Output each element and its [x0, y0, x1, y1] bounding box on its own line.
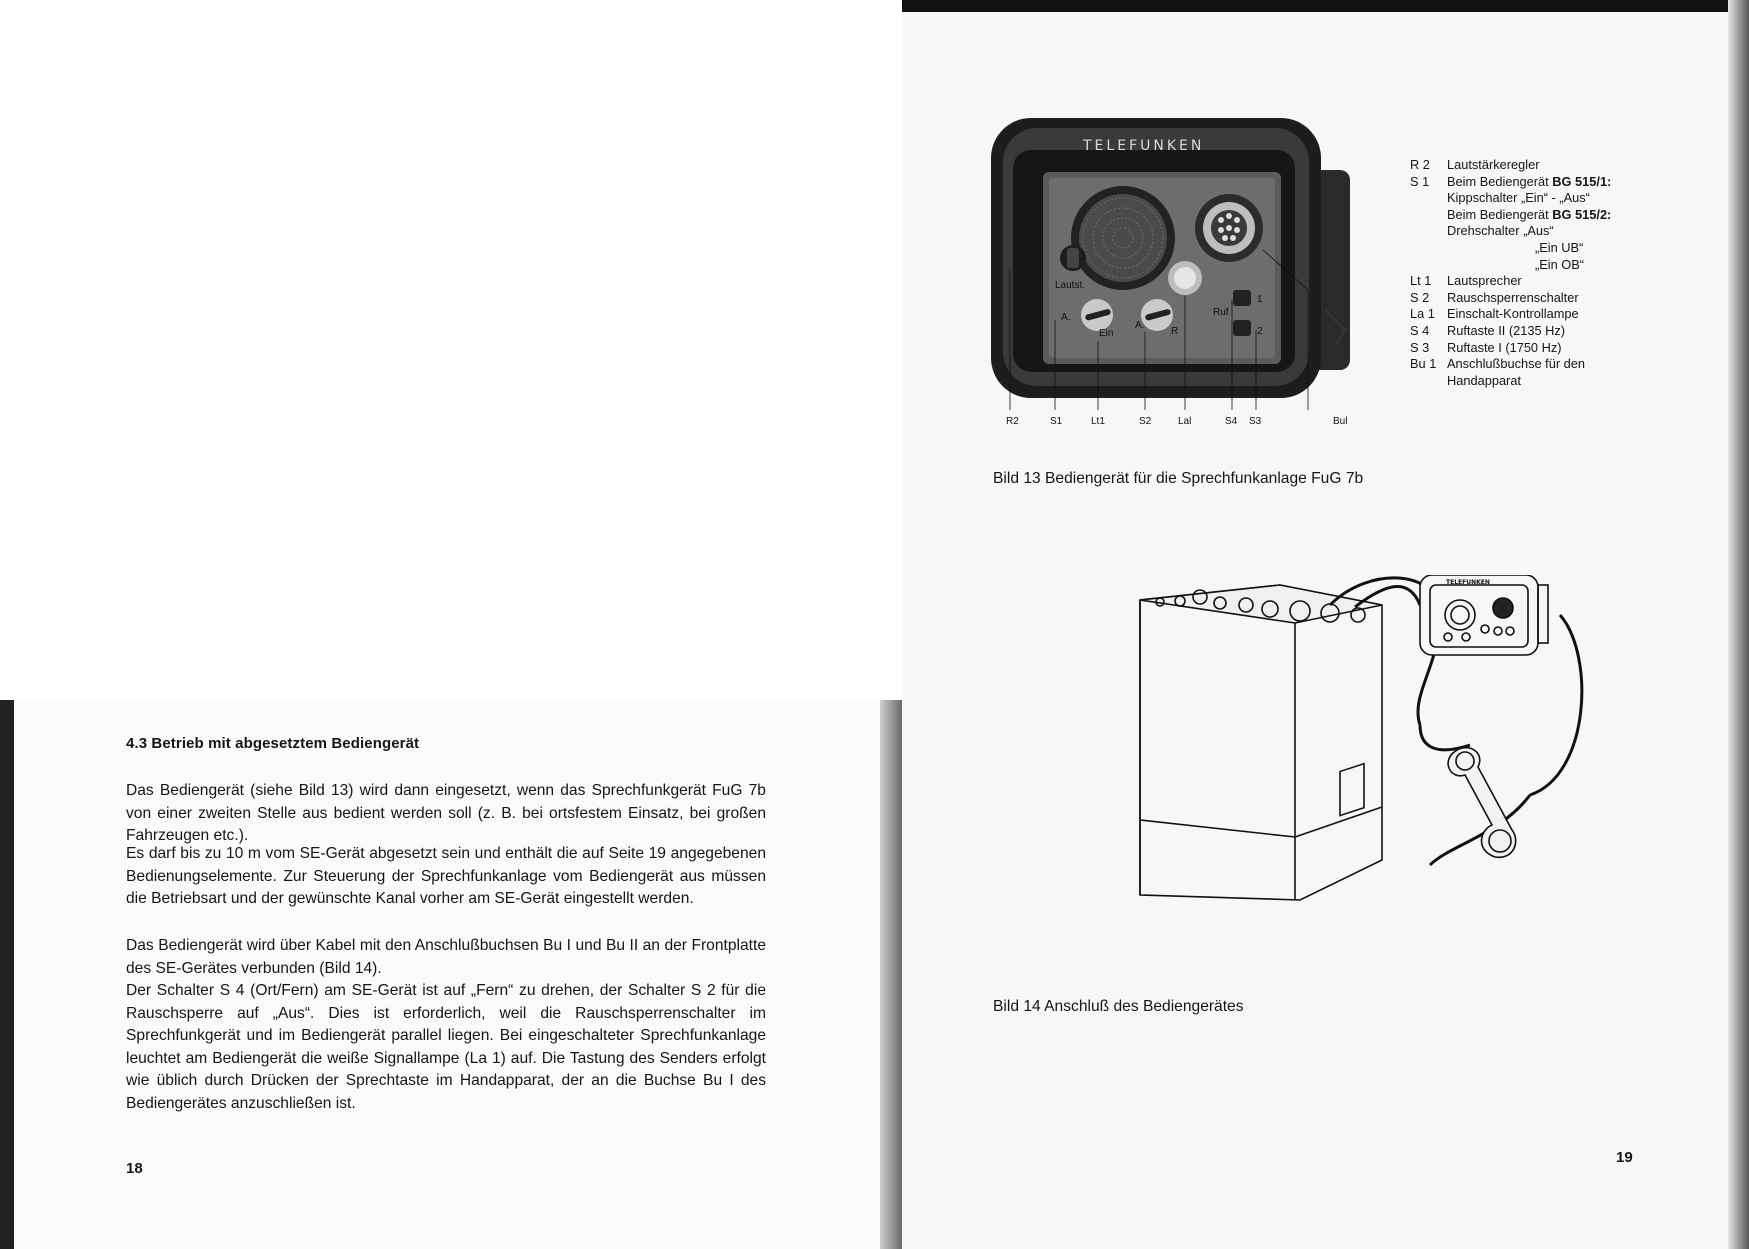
- callout-label: S4: [1225, 416, 1238, 427]
- blank-area: [0, 0, 910, 702]
- panel-label: Ruf: [1213, 307, 1229, 318]
- panel-label: A.: [1135, 320, 1145, 331]
- brand-logo: TELEFUNKEN: [1083, 138, 1205, 154]
- callout-label: Lt1: [1091, 416, 1105, 427]
- figure-caption: Bild 13 Bediengerät für die Sprechfunkanlage FuG 7b: [993, 470, 1364, 487]
- legend-row: „Ein UB“ „Ein OB“: [1535, 239, 1585, 272]
- legend-row: S 3 Ruftaste I (1750 Hz): [1410, 339, 1562, 355]
- call-button-s4-icon: [1233, 290, 1251, 306]
- callout-label: R2: [1006, 416, 1019, 427]
- legend-row: S 1 Beim Bediengerät BG 515/1: Kippschalter „Ein“ - „Aus“ Beim Bediengerät BG 515/2: Drehschalter „Aus“: [1410, 173, 1612, 239]
- top-shadow: [902, 0, 1749, 12]
- callout-label: S1: [1050, 416, 1063, 427]
- panel-label: 2: [1257, 326, 1263, 337]
- callout-label: Bul: [1333, 416, 1348, 427]
- figure-caption: Bild 14 Anschluß des Bediengerätes: [993, 998, 1244, 1015]
- small-brand-logo: TELEFUNKEN: [1446, 579, 1490, 586]
- legend-row: Bu 1 Anschlußbuchse für den Handapparat: [1410, 356, 1586, 388]
- page-number-right: 19: [1616, 1149, 1633, 1166]
- panel-label: A.: [1061, 312, 1071, 323]
- legend-row: Lt 1 Lautsprecher: [1410, 273, 1522, 289]
- connection-setup-illustration: [1120, 575, 1620, 935]
- legend-row: R 2 Lautstärkeregler: [1410, 157, 1540, 172]
- paragraph: Es darf bis zu 10 m vom SE-Gerät abgesetzt sein und enthält die auf Seite 19 angegebenen Bedienungselemente. Zur Steuerung der Sprechfunkanlage vom Bediengerät aus müssen die Betriebsart und der gewünschte Kanal vorher am SE-Gerät eingestellt werden.: [126, 845, 766, 908]
- paragraph: Das Bediengerät (siehe Bild 13) wird dann eingesetzt, wenn das Sprechfunkgerät FuG 7b von einer zweiten Stelle aus bedient werden soll (z. B. bei ortsfestem Einsatz, bei großen Fahrzeugen etc.).: [126, 782, 766, 845]
- paragraph: Der Schalter S 4 (Ort/Fern) am SE-Gerät ist auf „Fern“ zu drehen, der Schalter S 2 für die Rauschsperre auf „Aus“. Dies ist erforderlich, weil die Rauschsperrenschalter im Sprechfunkgerät und im Bediengerät parallel liegen. Bei eingeschalteter Sprechfunkanlage leuchtet am Bediengerät die weiße Signallampe (La 1) auf. Die Tastung des Senders erfolgt wie üblich durch Drücken der Sprechtaste im Handapparat, der an die Buchse Bu I des Bediengerätes anzuschließen ist.: [126, 982, 766, 1112]
- right-page-edge: [1728, 0, 1749, 1249]
- legend-row: La 1 Einschalt-Kontrollampe: [1410, 306, 1579, 322]
- component-legend: [1410, 157, 1611, 389]
- control-unit-illustration: [985, 110, 1365, 430]
- callout-label: S3: [1249, 416, 1262, 427]
- paragraph: Das Bediengerät wird über Kabel mit den Anschlußbuchsen Bu I und Bu II an der Frontplatte des SE-Gerätes verbunden (Bild 14).: [126, 937, 766, 977]
- legend-row: S 2 Rauschsperrenschalter: [1410, 289, 1579, 305]
- section-heading: 4.3 Betrieb mit abgesetztem Bediengerät: [126, 735, 420, 752]
- panel-label: 1: [1257, 294, 1263, 305]
- panel-label: R: [1171, 326, 1179, 337]
- callout-label: Lal: [1178, 416, 1192, 427]
- call-button-s3-icon: [1233, 320, 1251, 336]
- book-spine-left: [0, 700, 14, 1249]
- callout-label: S2: [1139, 416, 1152, 427]
- panel-label: Ein: [1099, 328, 1114, 339]
- panel-label: Lautst.: [1055, 280, 1086, 291]
- legend-row: S 4 Ruftaste II (2135 Hz): [1410, 322, 1566, 338]
- page-number-left: 18: [126, 1160, 143, 1177]
